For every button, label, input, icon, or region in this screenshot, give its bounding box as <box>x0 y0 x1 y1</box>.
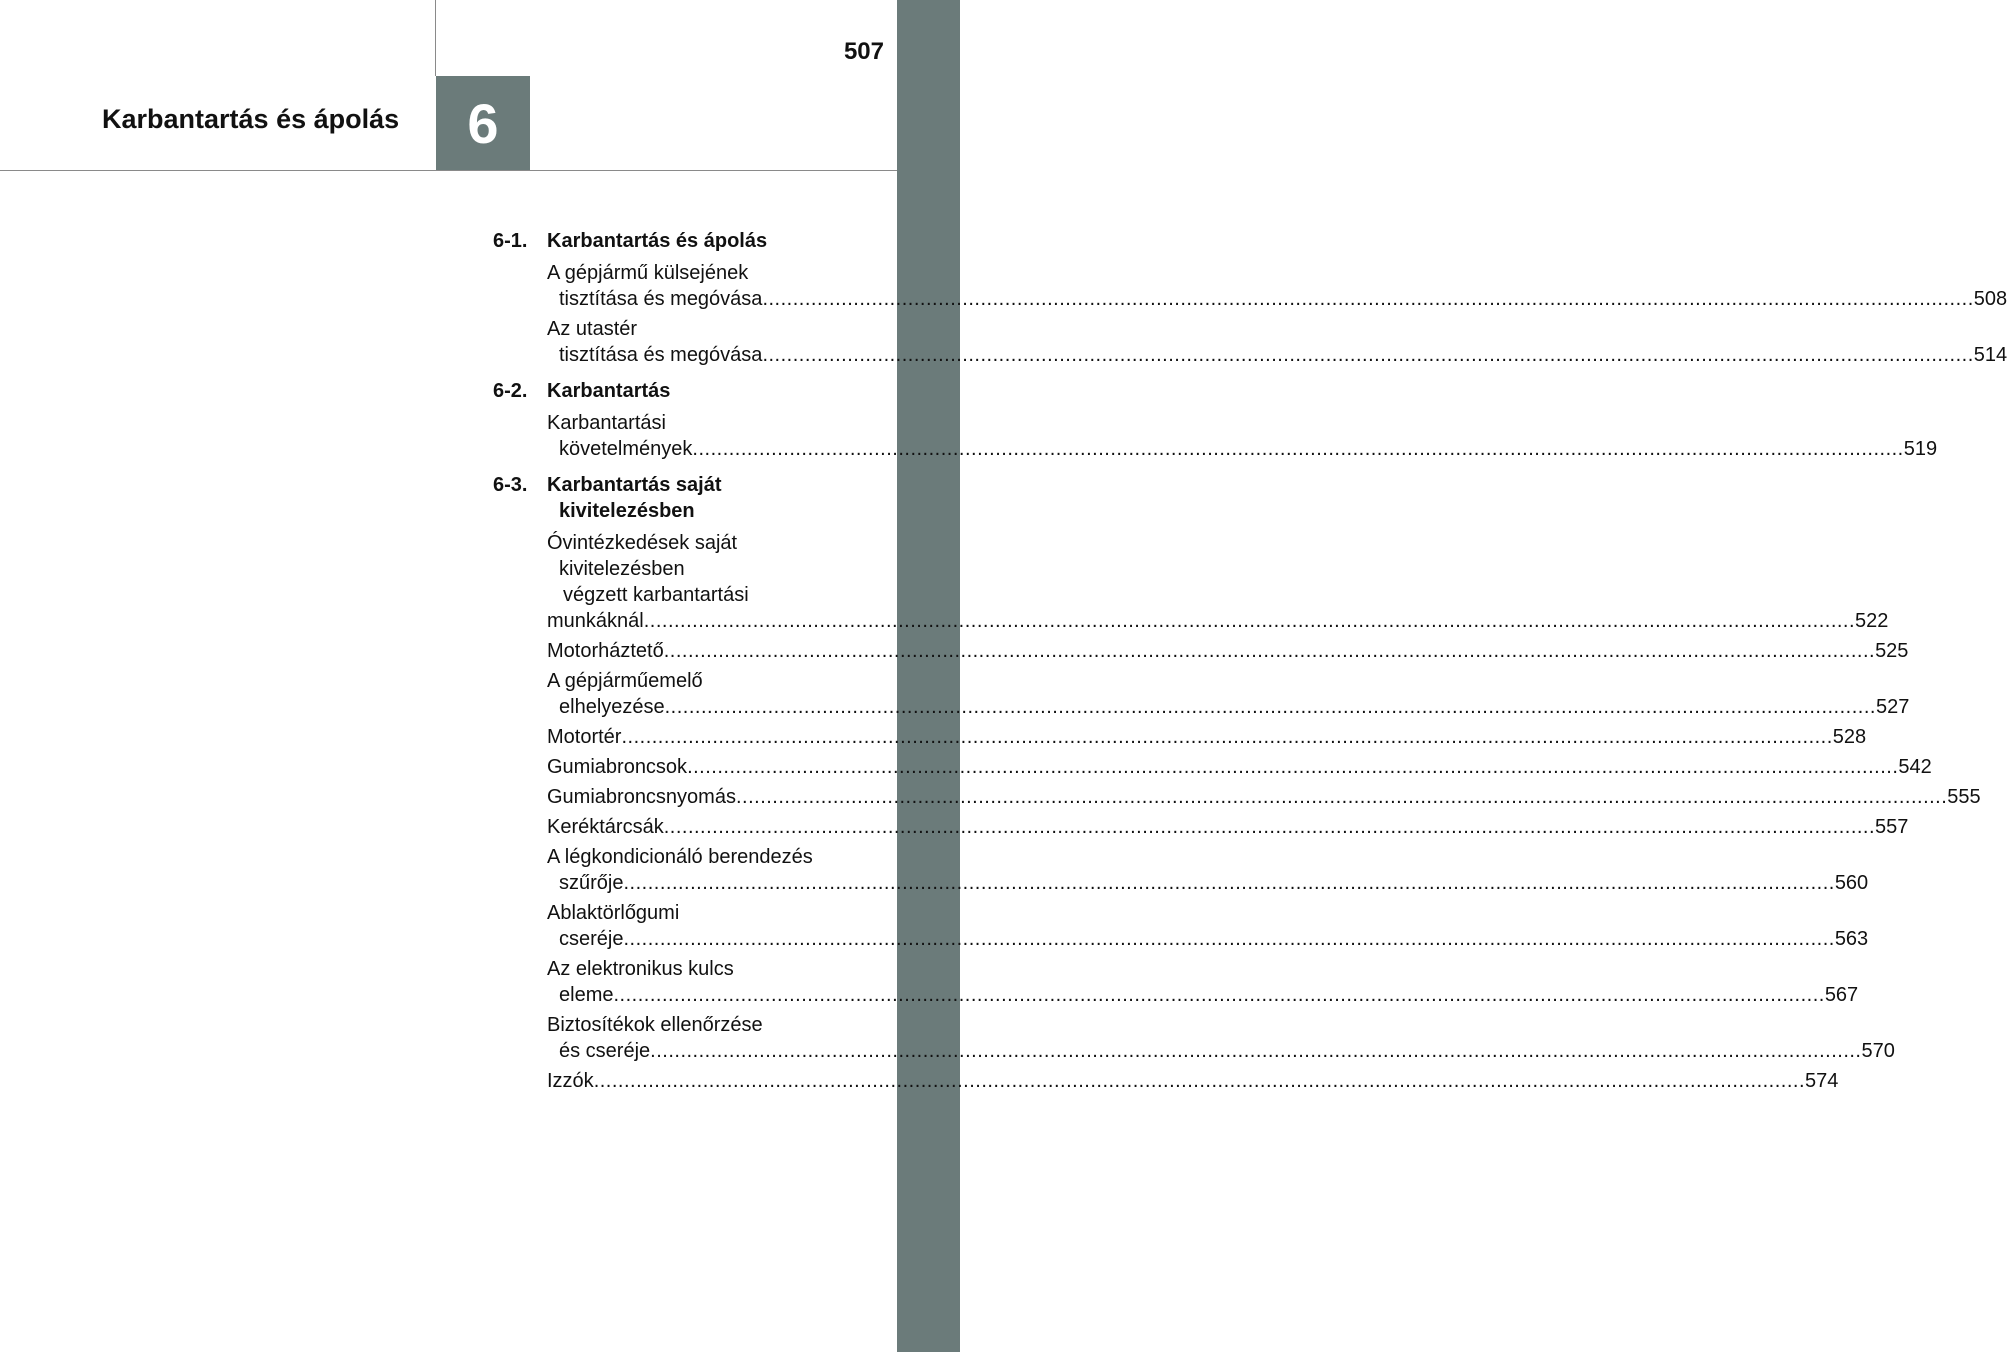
toc-entry-title-line: A gépjárműemelő <box>547 670 703 692</box>
toc-page-number: 563 <box>1834 928 1869 950</box>
toc-page-number: 555 <box>1947 786 1981 808</box>
toc-page-number: 557 <box>1875 816 1909 838</box>
toc-entry-title: eleme <box>559 984 614 1006</box>
toc-entry-title-line: A gépjármű külsejének <box>547 262 749 284</box>
header-vertical-rule <box>435 0 436 76</box>
toc-entry-title-line: végzett karbantartási <box>563 584 749 606</box>
toc-entry[interactable] <box>547 844 1869 896</box>
toc-entry[interactable] <box>547 410 1938 462</box>
dot-leader: ........................................................................................................................................................................................................ <box>650 1040 1862 1062</box>
chapter-title: Karbantartás és ápolás <box>102 104 400 134</box>
toc-entry-title: követelmények <box>559 438 693 460</box>
toc-page-number: 527 <box>1875 696 1910 718</box>
toc-entry-title-line: Óvintézkedések saját <box>547 532 738 554</box>
section-number: 6-3. <box>493 474 528 496</box>
section-title-line: kivitelezésben <box>559 500 695 522</box>
toc-entry-title-line: Az utastér <box>547 318 638 340</box>
toc-entry-title: elhelyezése <box>559 696 665 718</box>
section-number: 6-1. <box>493 230 528 252</box>
toc-entry[interactable] <box>547 316 2007 368</box>
toc-entry[interactable] <box>547 784 1981 810</box>
dot-leader: ........................................................................................................................................................................................................ <box>762 288 1974 310</box>
dot-leader: ........................................................................................................................................................................................................ <box>762 344 1974 366</box>
dot-leader: ........................................................................................................................................................................................................ <box>623 872 1835 894</box>
toc-entry[interactable] <box>547 900 1869 952</box>
toc-section-heading[interactable] <box>493 472 837 524</box>
section-number: 6-2. <box>493 380 528 402</box>
toc-page-number: 519 <box>1903 438 1938 460</box>
toc-entry[interactable] <box>547 1012 1895 1064</box>
section-title <box>547 472 837 524</box>
toc-entry-title: szűrője <box>559 872 624 894</box>
toc-entry-title: Keréktárcsák <box>547 816 664 838</box>
dot-leader: ........................................................................................................................................................................................................ <box>663 640 1876 662</box>
header-horizontal-rule <box>0 170 897 171</box>
toc-entry-title: Izzók <box>547 1070 594 1092</box>
dot-leader: ........................................................................................................................................................................................................ <box>621 726 1833 748</box>
toc-entry[interactable] <box>547 638 1909 664</box>
toc-entry-title-line: Biztosítékok ellenőrzése <box>547 1014 763 1036</box>
dot-leader: ........................................................................................................................................................................................................ <box>593 1070 1806 1092</box>
toc-page-number: 570 <box>1861 1040 1895 1062</box>
toc-entry-title-line: Karbantartási <box>547 412 666 434</box>
dot-leader: ........................................................................................................................................................................................................ <box>663 816 1876 838</box>
section-title <box>547 228 837 254</box>
dot-leader: ........................................................................................................................................................................................................ <box>643 610 1856 632</box>
toc-entry[interactable] <box>547 668 1910 720</box>
dot-leader: ........................................................................................................................................................................................................ <box>623 928 1835 950</box>
chapter-number-box: 6 <box>436 76 530 171</box>
toc-page-number: 574 <box>1805 1070 1839 1092</box>
toc-page-number: 522 <box>1855 610 1889 632</box>
toc-entry-title: Gumiabroncsok <box>547 756 688 778</box>
toc-entry-title: cseréje <box>559 928 624 950</box>
chapter-side-tab <box>897 0 960 1352</box>
section-title-line: Karbantartás saját <box>547 474 722 496</box>
section-title <box>547 378 837 404</box>
table-of-contents <box>493 228 2007 1098</box>
toc-page-number: 525 <box>1875 640 1909 662</box>
dot-leader: ........................................................................................................................................................................................................ <box>692 438 1904 460</box>
section-title-line: Karbantartás <box>547 380 671 402</box>
toc-page-number: 567 <box>1824 984 1859 1006</box>
toc-entry-title-line: kivitelezésben <box>559 558 685 580</box>
toc-section-heading[interactable] <box>493 378 837 404</box>
toc-entry[interactable] <box>547 956 1859 1008</box>
dot-leader: ........................................................................................................................................................................................................ <box>735 786 1948 808</box>
toc-entry-title: tisztítása és megóvása <box>559 344 763 366</box>
toc-entry[interactable] <box>547 754 1932 780</box>
toc-entry-title: Motortér <box>547 726 622 748</box>
dot-leader: ........................................................................................................................................................................................................ <box>664 696 1876 718</box>
toc-entry[interactable] <box>547 1068 1839 1094</box>
toc-page-number: 560 <box>1834 872 1869 894</box>
page-number: 507 <box>843 38 884 65</box>
toc-page-number: 508 <box>1973 288 2007 310</box>
dot-leader: ........................................................................................................................................................................................................ <box>687 756 1899 778</box>
toc-entry[interactable] <box>547 260 2007 312</box>
toc-entry[interactable] <box>547 724 1867 750</box>
section-title-line: Karbantartás és ápolás <box>547 230 768 252</box>
toc-entry-title-line: A légkondicionáló berendezés <box>547 846 813 868</box>
toc-entry-title: Motorháztető <box>547 640 664 662</box>
toc-entry-title-line: Ablaktörlőgumi <box>547 902 680 924</box>
toc-page-number: 528 <box>1832 726 1867 748</box>
toc-entry-title: és cseréje <box>559 1040 651 1062</box>
toc-entry-title: munkáknál <box>547 610 644 632</box>
toc-section-heading[interactable] <box>493 228 837 254</box>
toc-entry[interactable] <box>547 530 1889 634</box>
dot-leader: ........................................................................................................................................................................................................ <box>613 984 1825 1006</box>
toc-page-number: 514 <box>1973 344 2007 366</box>
toc-entry-title-line: Az elektronikus kulcs <box>547 958 734 980</box>
toc-page-number: 542 <box>1898 756 1932 778</box>
toc-entry[interactable] <box>547 814 1909 840</box>
toc-entry-title: tisztítása és megóvása <box>559 288 763 310</box>
toc-entry-title: Gumiabroncsnyomás <box>547 786 736 808</box>
